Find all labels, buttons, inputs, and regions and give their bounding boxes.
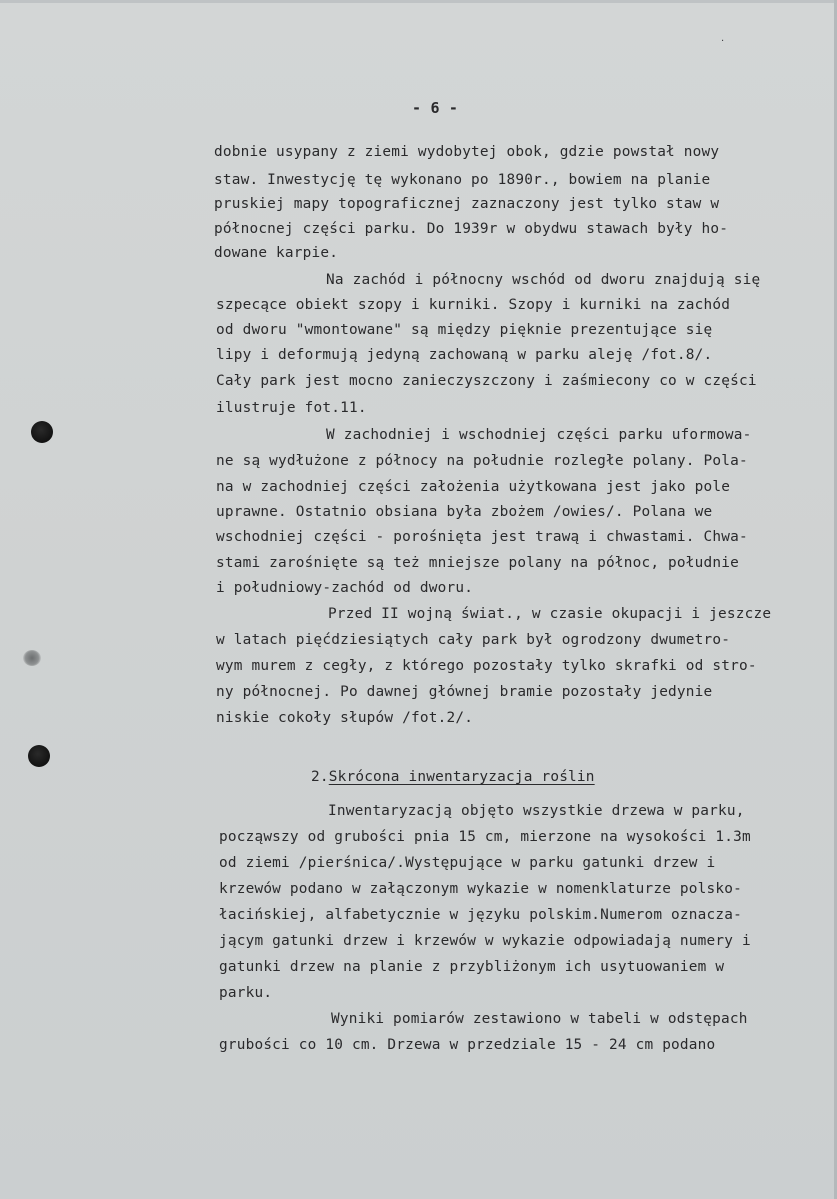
punch-hole-upper [31, 421, 53, 443]
text-line: dowane karpie. [214, 245, 339, 261]
text-line: od ziemi /pierśnica/.Występujące w parku gatunki drzew i [219, 855, 716, 871]
text-line: stami zarośnięte są też mniejsze polany na północ, południe [216, 555, 739, 571]
text-line: w latach pięćdziesiątych cały park był ogrodzony dwumetro- [216, 632, 731, 648]
text-line: wym murem z cegły, z którego pozostały tylko skrafki od stro- [216, 658, 757, 674]
ink-speck: · [721, 36, 725, 47]
text-line: W zachodniej i wschodniej części parku uformowa- [326, 427, 752, 443]
section-number: 2. [311, 769, 329, 785]
text-line: ne są wydłużone z północy na południe rozległe polany. Pola- [216, 453, 748, 469]
text-line: ilustruje fot.11. [216, 400, 367, 416]
page-number: - 6 - [412, 99, 459, 117]
text-line: parku. [219, 985, 273, 1001]
text-line: wschodniej części - porośnięta jest trawą i chwastami. Chwa- [216, 529, 748, 545]
text-line: na w zachodniej części założenia użytkowana jest jako pole [216, 479, 731, 495]
text-line: Na zachód i północny wschód od dworu znajdują się [326, 272, 761, 288]
text-line: szpecące obiekt szopy i kurniki. Szopy i kurniki na zachód [216, 297, 731, 313]
text-line: od dworu "wmontowane" są między pięknie prezentujące się [216, 322, 713, 338]
text-line: łacińskiej, alfabetycznie w języku polskim.Numerom oznacza- [219, 907, 742, 923]
page-top-edge [0, 0, 837, 3]
text-line: i południowy-zachód od dworu. [216, 580, 474, 596]
text-line: gatunki drzew na planie z przybliżonym ich usytuowaniem w [219, 959, 725, 975]
text-line: Wyniki pomiarów zestawiono w tabeli w odstępach [331, 1011, 748, 1027]
text-line: Inwentaryzacją objęto wszystkie drzewa w parku, [328, 803, 745, 819]
text-line: Cały park jest mocno zanieczyszczony i zaśmiecony co w części [216, 373, 757, 389]
section-title: Skrócona inwentaryzacja roślin [328, 769, 595, 785]
text-line: krzewów podano w załączonym wykazie w nomenklaturze polsko- [219, 881, 742, 897]
punch-hole-lower [28, 745, 50, 767]
text-line: niskie cokoły słupów /fot.2/. [216, 710, 474, 726]
text-line: Przed II wojną świat., w czasie okupacji i jeszcze [328, 606, 772, 622]
text-line: północnej części parku. Do 1939r w obydwu stawach były ho- [214, 221, 729, 237]
text-line: ny północnej. Po dawnej głównej bramie pozostały jedynie [216, 684, 713, 700]
text-line: pruskiej mapy topograficznej zaznaczony jest tylko staw w [214, 196, 720, 212]
text-line: uprawne. Ostatnio obsiana była zbożem /owies/. Polana we [216, 504, 713, 520]
text-line: staw. Inwestycję tę wykonano po 1890r., bowiem na planie [214, 172, 711, 188]
ink-smudge [23, 650, 41, 666]
section-heading [311, 769, 595, 785]
text-line: jącym gatunki drzew i krzewów w wykazie odpowiadają numery i [219, 933, 751, 949]
text-line: lipy i deformują jedyną zachowaną w parku aleję /fot.8/. [216, 347, 713, 363]
text-line: począwszy od grubości pnia 15 cm, mierzone na wysokości 1.3m [219, 829, 751, 845]
text-line: grubości co 10 cm. Drzewa w przedziale 15 - 24 cm podano [219, 1037, 716, 1053]
text-line: dobnie usypany z ziemi wydobytej obok, gdzie powstał nowy [214, 144, 720, 160]
